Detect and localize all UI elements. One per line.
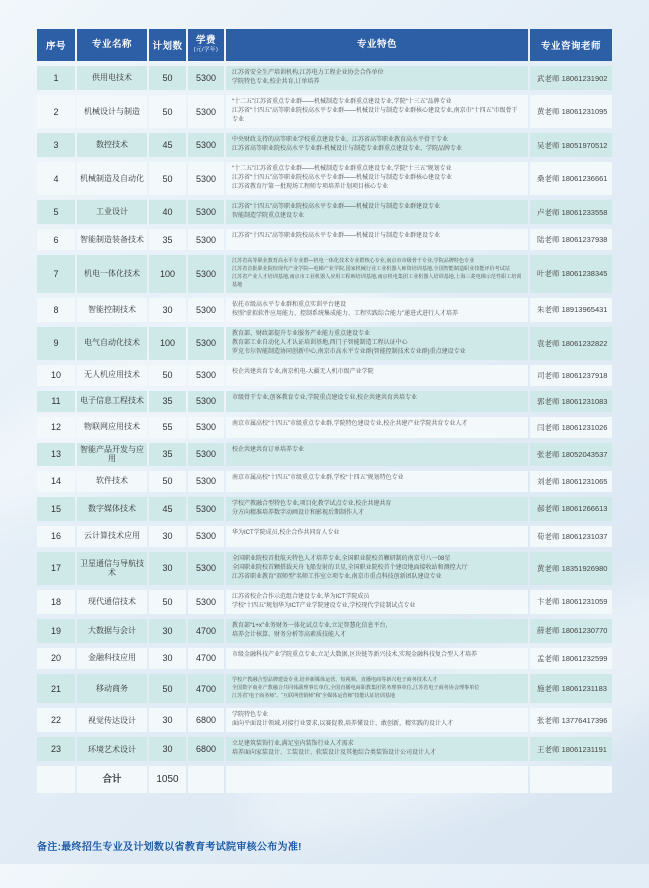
table-row (37, 200, 612, 224)
row-seq: 7 (37, 255, 75, 293)
header-fee-unit: (元/学年) (193, 46, 219, 53)
feature-line: 学院特色专业,校企共育,订单培养 (232, 79, 320, 85)
row-features (226, 590, 528, 614)
feature-line: 校企共建共育订单培养专业 (232, 446, 305, 453)
table-row (37, 95, 612, 128)
feature-line: 全国职业院校首批航天特色人才培养专业,全国职业院校首颗研制的南京号八一08星 (232, 555, 451, 562)
row-teacher: 郝老师 18061266613 (530, 497, 612, 521)
row-teacher: 施老师 18061231183 (530, 674, 612, 704)
feature-line: 市级金融科技产业学院重点专业,立足大数据,区块链等新兴技术,实现金融科技复合型人才培养 (232, 651, 478, 658)
row-teacher: 袁老师 18061232822 (530, 327, 612, 360)
row-seq: 19 (37, 619, 75, 643)
total-features-cell (226, 766, 528, 793)
feature-line: 立足建筑装饰行业,满足室内装饰行业人才需求 (232, 741, 354, 748)
row-plan: 45 (149, 497, 186, 521)
row-plan: 50 (149, 471, 186, 492)
row-major: 物联网应用技术 (77, 417, 147, 438)
header-features: 专业特色 (226, 29, 528, 61)
row-fee: 5300 (188, 526, 224, 547)
table-row (37, 162, 612, 195)
row-fee: 5300 (188, 229, 224, 250)
feature-line: 学校产教融合型品牌建设专业,培养新媒体运营、短视频、直播电商等新兴电子商务技术人才 (232, 676, 438, 683)
row-features (226, 162, 528, 195)
row-teacher: 郭老师 18061231083 (530, 391, 612, 412)
row-teacher: 司老师 18061237918 (530, 365, 612, 386)
row-fee: 5300 (188, 327, 224, 360)
row-teacher: 张老师 13776417396 (530, 708, 612, 732)
row-features (226, 526, 528, 547)
row-major: 数字媒体技术 (77, 497, 147, 521)
row-teacher: 闫老师 18061231026 (530, 417, 612, 438)
total-seq-cell (37, 766, 75, 793)
table-row (37, 133, 612, 157)
row-fee: 5300 (188, 365, 224, 386)
row-teacher: 刘老师 18061231065 (530, 471, 612, 492)
header-fee-main: 学费 (195, 35, 216, 47)
row-teacher: 张老师 18052043537 (530, 443, 612, 466)
row-fee: 5300 (188, 133, 224, 157)
total-teacher-cell (530, 766, 612, 793)
table-row (37, 648, 612, 669)
row-features (226, 619, 528, 643)
row-fee: 5300 (188, 255, 224, 293)
row-features (226, 298, 528, 322)
row-fee: 5300 (188, 443, 224, 466)
row-features (226, 66, 528, 90)
header-plan: 计划数 (149, 29, 186, 61)
row-features (226, 674, 528, 704)
row-fee: 6800 (188, 737, 224, 761)
row-plan: 100 (149, 327, 186, 360)
row-teacher: 黄老师 18061231095 (530, 95, 612, 128)
row-major: 现代通信技术 (77, 590, 147, 614)
row-seq: 4 (37, 162, 75, 195)
row-fee: 5300 (188, 552, 224, 585)
row-seq: 2 (37, 95, 75, 128)
row-fee: 5300 (188, 590, 224, 614)
table-row (37, 365, 612, 386)
table-row (37, 66, 612, 90)
row-plan: 35 (149, 391, 186, 412)
table-row (37, 590, 612, 614)
feature-line: 江苏省“十四五”高等职业院校高水平专业群——机械设计与制造专业群核心建设专业,南京市“十四五”市级骨干专业 (232, 108, 518, 123)
row-major: 云计算技术应用 (77, 526, 147, 547)
row-major: 机械设计与制造 (77, 95, 147, 128)
feature-line: 培养会计核算、财务分析等高素质技能人才 (232, 631, 347, 638)
row-major: 金融科技应用 (77, 648, 147, 669)
row-seq: 3 (37, 133, 75, 157)
row-plan: 50 (149, 162, 186, 195)
row-major: 环境艺术设计 (77, 737, 147, 761)
feature-line: 江苏省产业人才培训基地,南京市工业机器人应用工程师培训基地,南京机电集团工业机器人培训基地,上海三菱电梯示范性职工培训基地 (232, 273, 522, 288)
feature-line: 学校产教融合型特色专业,项目化教学试点专业,校企共建共育 (232, 500, 392, 507)
row-features (226, 327, 528, 360)
table-row (37, 443, 612, 466)
enrollment-plan-table (37, 29, 612, 793)
table-row (37, 391, 612, 412)
table-row (37, 327, 612, 360)
row-features (226, 737, 528, 761)
row-plan: 30 (149, 708, 186, 732)
row-fee: 5300 (188, 298, 224, 322)
row-major: 软件技术 (77, 471, 147, 492)
row-seq: 14 (37, 471, 75, 492)
row-major: 卫星通信与导航技术 (77, 552, 147, 585)
row-major: 电气自动化技术 (77, 327, 147, 360)
row-fee: 6800 (188, 708, 224, 732)
row-major: 数控技术 (77, 133, 147, 157)
table-row (37, 255, 612, 293)
table-row (37, 737, 612, 761)
footer-note: 备注:最终招生专业及计划数以省教育考试院审核公布为准! (37, 842, 302, 853)
table-total-row (37, 766, 612, 793)
row-major: 大数据与会计 (77, 619, 147, 643)
feature-line: 按照“虚拟软件应用能力、控制系统集成能力、工程实践综合能力”递进式进行人才培养 (232, 310, 458, 317)
row-features (226, 200, 528, 224)
row-fee: 4700 (188, 648, 224, 669)
table-row (37, 497, 612, 521)
feature-line: 面向平面设计领域,对接行业要求,以赛促教,培养懂设计、敢创新、精实践的设计人才 (232, 721, 454, 728)
feature-line: 江苏省“十四五”高等职业院校高水平专业群——机械设计与制造专业群建设专业 (232, 233, 440, 239)
feature-line: “十二五”江苏省重点专业群——机械制造专业群重点建设专业,学院“十三五”规划专业 (232, 166, 452, 172)
feature-line: 江苏省首批职业院校现代产业学院—电梯产业学院,国家机械行业工业机器人师资培训基地,全国智能制造职业技能评价考试站 (232, 265, 510, 272)
feature-line: 江苏省“十四五”高等职业院校高水平专业群——机械设计与制造专业群核心建设专业 (232, 175, 452, 181)
feature-line: 罗克韦尔智能制造协同创新中心,南京市高水平专业群(智能控制技术专业群)重点建设专业 (232, 348, 466, 355)
row-features (226, 229, 528, 250)
row-teacher: 黄老师 18351926980 (530, 552, 612, 585)
table-row (37, 674, 612, 704)
row-teacher: 武老师 18061231902 (530, 66, 612, 90)
row-plan: 50 (149, 66, 186, 90)
total-plan-value: 1050 (149, 766, 186, 793)
total-label: 合计 (77, 766, 147, 793)
table-row (37, 619, 612, 643)
row-seq: 22 (37, 708, 75, 732)
row-features (226, 133, 528, 157)
table-header-row (37, 29, 612, 61)
row-seq: 6 (37, 229, 75, 250)
row-teacher: 叶老师 18061238345 (530, 255, 612, 293)
feature-line: 南京市属高校“十四五”市级重点专业群,学校“十四五”规划特色专业 (232, 474, 404, 481)
feature-line: “十二五”江苏省重点专业群——机械制造专业群重点建设专业,学院“十三五”品牌专业 (232, 99, 452, 105)
row-teacher: 桑老师 18061236661 (530, 162, 612, 195)
feature-line: 江苏省校企合作示范组合建设专业,华为ICT学院成员 (232, 593, 370, 600)
row-major: 电子信息工程技术 (77, 391, 147, 412)
feature-line: 校企共建共育专业,南京机电-大疆无人机市级产业学院 (232, 368, 374, 375)
feature-line: 江苏省“十四五”高等职业院校高水平专业群——机械设计与制造专业群建设专业 (232, 204, 440, 210)
table-row (37, 417, 612, 438)
feature-line: 教育部“1+x”业务财务一体化试点专业,立足智慧化信息平台, (232, 622, 388, 629)
row-major: 机电一体化技术 (77, 255, 147, 293)
row-plan: 30 (149, 648, 186, 669)
row-features (226, 443, 528, 466)
row-fee: 5300 (188, 471, 224, 492)
table-row (37, 526, 612, 547)
feature-line: 全国数字商业产教融合共同体副理事长单位,全国直播电商职教集团常务理事单位,江苏省电子商务协会理事单位 (232, 684, 480, 691)
row-plan: 50 (149, 590, 186, 614)
row-seq: 15 (37, 497, 75, 521)
row-seq: 13 (37, 443, 75, 466)
row-teacher: 王老师 18061231191 (530, 737, 612, 761)
row-plan: 30 (149, 619, 186, 643)
table-row (37, 708, 612, 732)
row-plan: 30 (149, 737, 186, 761)
table-row (37, 229, 612, 250)
row-plan: 50 (149, 95, 186, 128)
feature-line: 依托市级高水平专业群和重点实训平台建设 (232, 301, 347, 308)
row-seq: 16 (37, 526, 75, 547)
row-teacher: 吴老师 18051970512 (530, 133, 612, 157)
row-seq: 18 (37, 590, 75, 614)
row-major: 工业设计 (77, 200, 147, 224)
row-teacher: 陆老师 18061237938 (530, 229, 612, 250)
feature-line: 中央财政支持的高等职业学校重点建设专业、江苏省高等职业教育高水平骨干专业 (232, 137, 449, 143)
table-row (37, 471, 612, 492)
feature-line: 学院特色专业 (232, 712, 269, 719)
row-teacher: 薛老师 18061230770 (530, 619, 612, 643)
row-features (226, 255, 528, 293)
row-plan: 55 (149, 417, 186, 438)
row-fee: 5300 (188, 162, 224, 195)
feature-line: 南京市属高校“十四五”市级重点专业群,学院特色建设专业,校企共建产业学院共育专业人才 (232, 420, 468, 427)
feature-line: 江苏省高等职业院校高水平专业群-机械设计与制造专业群重点建设专业、学院品牌专业 (232, 146, 462, 152)
total-fee-cell (188, 766, 224, 793)
row-features (226, 648, 528, 669)
row-major: 无人机应用技术 (77, 365, 147, 386)
row-seq: 5 (37, 200, 75, 224)
row-features (226, 95, 528, 128)
row-features (226, 417, 528, 438)
feature-line: 智能制造学院重点建设专业 (232, 213, 305, 219)
row-seq: 8 (37, 298, 75, 322)
row-major: 移动商务 (77, 674, 147, 704)
feature-line: 江苏省“电子商务师”、“互联网营销师”和“全媒体运营师”技能认证培训基地 (232, 692, 395, 699)
feature-line: 江苏省教育厅第一批现场工程师专项培养计划项目核心专业 (232, 184, 389, 190)
row-features (226, 552, 528, 585)
row-seq: 12 (37, 417, 75, 438)
row-seq: 1 (37, 66, 75, 90)
feature-line: 江苏省安全生产培训机构,江苏电力工程企业协会合作单位 (232, 70, 384, 76)
feature-line: 市级骨干专业,创客教育专业,学院重点建设专业,校企共建共育共培专业 (232, 394, 418, 401)
row-plan: 30 (149, 298, 186, 322)
row-seq: 10 (37, 365, 75, 386)
feature-line: 教育部工业自动化人才认证培训基地,西门子智能制造工程认证中心 (232, 339, 408, 346)
table-row (37, 298, 612, 322)
row-features (226, 708, 528, 732)
row-major: 智能制造装备技术 (77, 229, 147, 250)
row-fee: 5300 (188, 66, 224, 90)
row-seq: 17 (37, 552, 75, 585)
feature-line: 全国职业院校首颗搭载天舟飞船发射的卫星,全国职业院校首个建设地面接收站和测控大厅 (232, 564, 468, 571)
row-fee: 5300 (188, 95, 224, 128)
feature-line: 江苏省职业教育“双师型”名师工作室立项专业,南京市重点科技创新团队建设专业 (232, 573, 442, 580)
row-teacher: 卞老师 18061231059 (530, 590, 612, 614)
table-row (37, 552, 612, 585)
row-major: 视觉传达设计 (77, 708, 147, 732)
row-features (226, 497, 528, 521)
row-plan: 45 (149, 133, 186, 157)
row-fee: 5300 (188, 417, 224, 438)
row-plan: 35 (149, 229, 186, 250)
row-plan: 50 (149, 674, 186, 704)
row-teacher: 朱老师 18913965431 (530, 298, 612, 322)
feature-line: 培养面向家装设计、工装设计、软装设计及其他综合类装饰设计公司设计人才 (232, 750, 437, 757)
row-major: 机械制造及自动化 (77, 162, 147, 195)
row-plan: 40 (149, 200, 186, 224)
row-plan: 30 (149, 526, 186, 547)
row-features (226, 471, 528, 492)
header-major: 专业名称 (77, 29, 147, 61)
row-teacher: 卢老师 18061233558 (530, 200, 612, 224)
row-plan: 35 (149, 443, 186, 466)
header-teacher: 专业咨询老师 (530, 29, 612, 61)
row-plan: 50 (149, 365, 186, 386)
header-seq: 序号 (37, 29, 75, 61)
row-plan: 100 (149, 255, 186, 293)
row-fee: 5300 (188, 391, 224, 412)
row-fee: 4700 (188, 619, 224, 643)
row-fee: 4700 (188, 674, 224, 704)
row-features (226, 391, 528, 412)
row-major: 供用电技术 (77, 66, 147, 90)
feature-line: 学校“十四五”规划华为ICT产业学院建设专业,学校现代学徒制试点专业 (232, 602, 416, 609)
row-seq: 21 (37, 674, 75, 704)
row-seq: 23 (37, 737, 75, 761)
row-major: 智能产品开发与应用 (77, 443, 147, 466)
feature-line: 分方向精准培养数字动画设计和影视后期制作人才 (232, 509, 365, 516)
header-fee (188, 29, 224, 61)
row-seq: 11 (37, 391, 75, 412)
feature-line: 江苏省高等职业教育高水平专业群—机电一体化技术专业群核心专业,南京市市级骨干专业,学院品牌特色专业 (232, 258, 475, 264)
row-teacher: 孟老师 18061232599 (530, 648, 612, 669)
row-teacher: 荀老师 18061231037 (530, 526, 612, 547)
feature-line: 教育部、财政部提升专业服务产业能力重点建设专业 (232, 330, 371, 337)
row-major: 智能控制技术 (77, 298, 147, 322)
row-fee: 5300 (188, 497, 224, 521)
feature-line: 华为ICT学院成员,校企合作共同育人专业 (232, 529, 340, 536)
row-plan: 30 (149, 552, 186, 585)
row-seq: 20 (37, 648, 75, 669)
row-features (226, 365, 528, 386)
row-seq: 9 (37, 327, 75, 360)
row-fee: 5300 (188, 200, 224, 224)
